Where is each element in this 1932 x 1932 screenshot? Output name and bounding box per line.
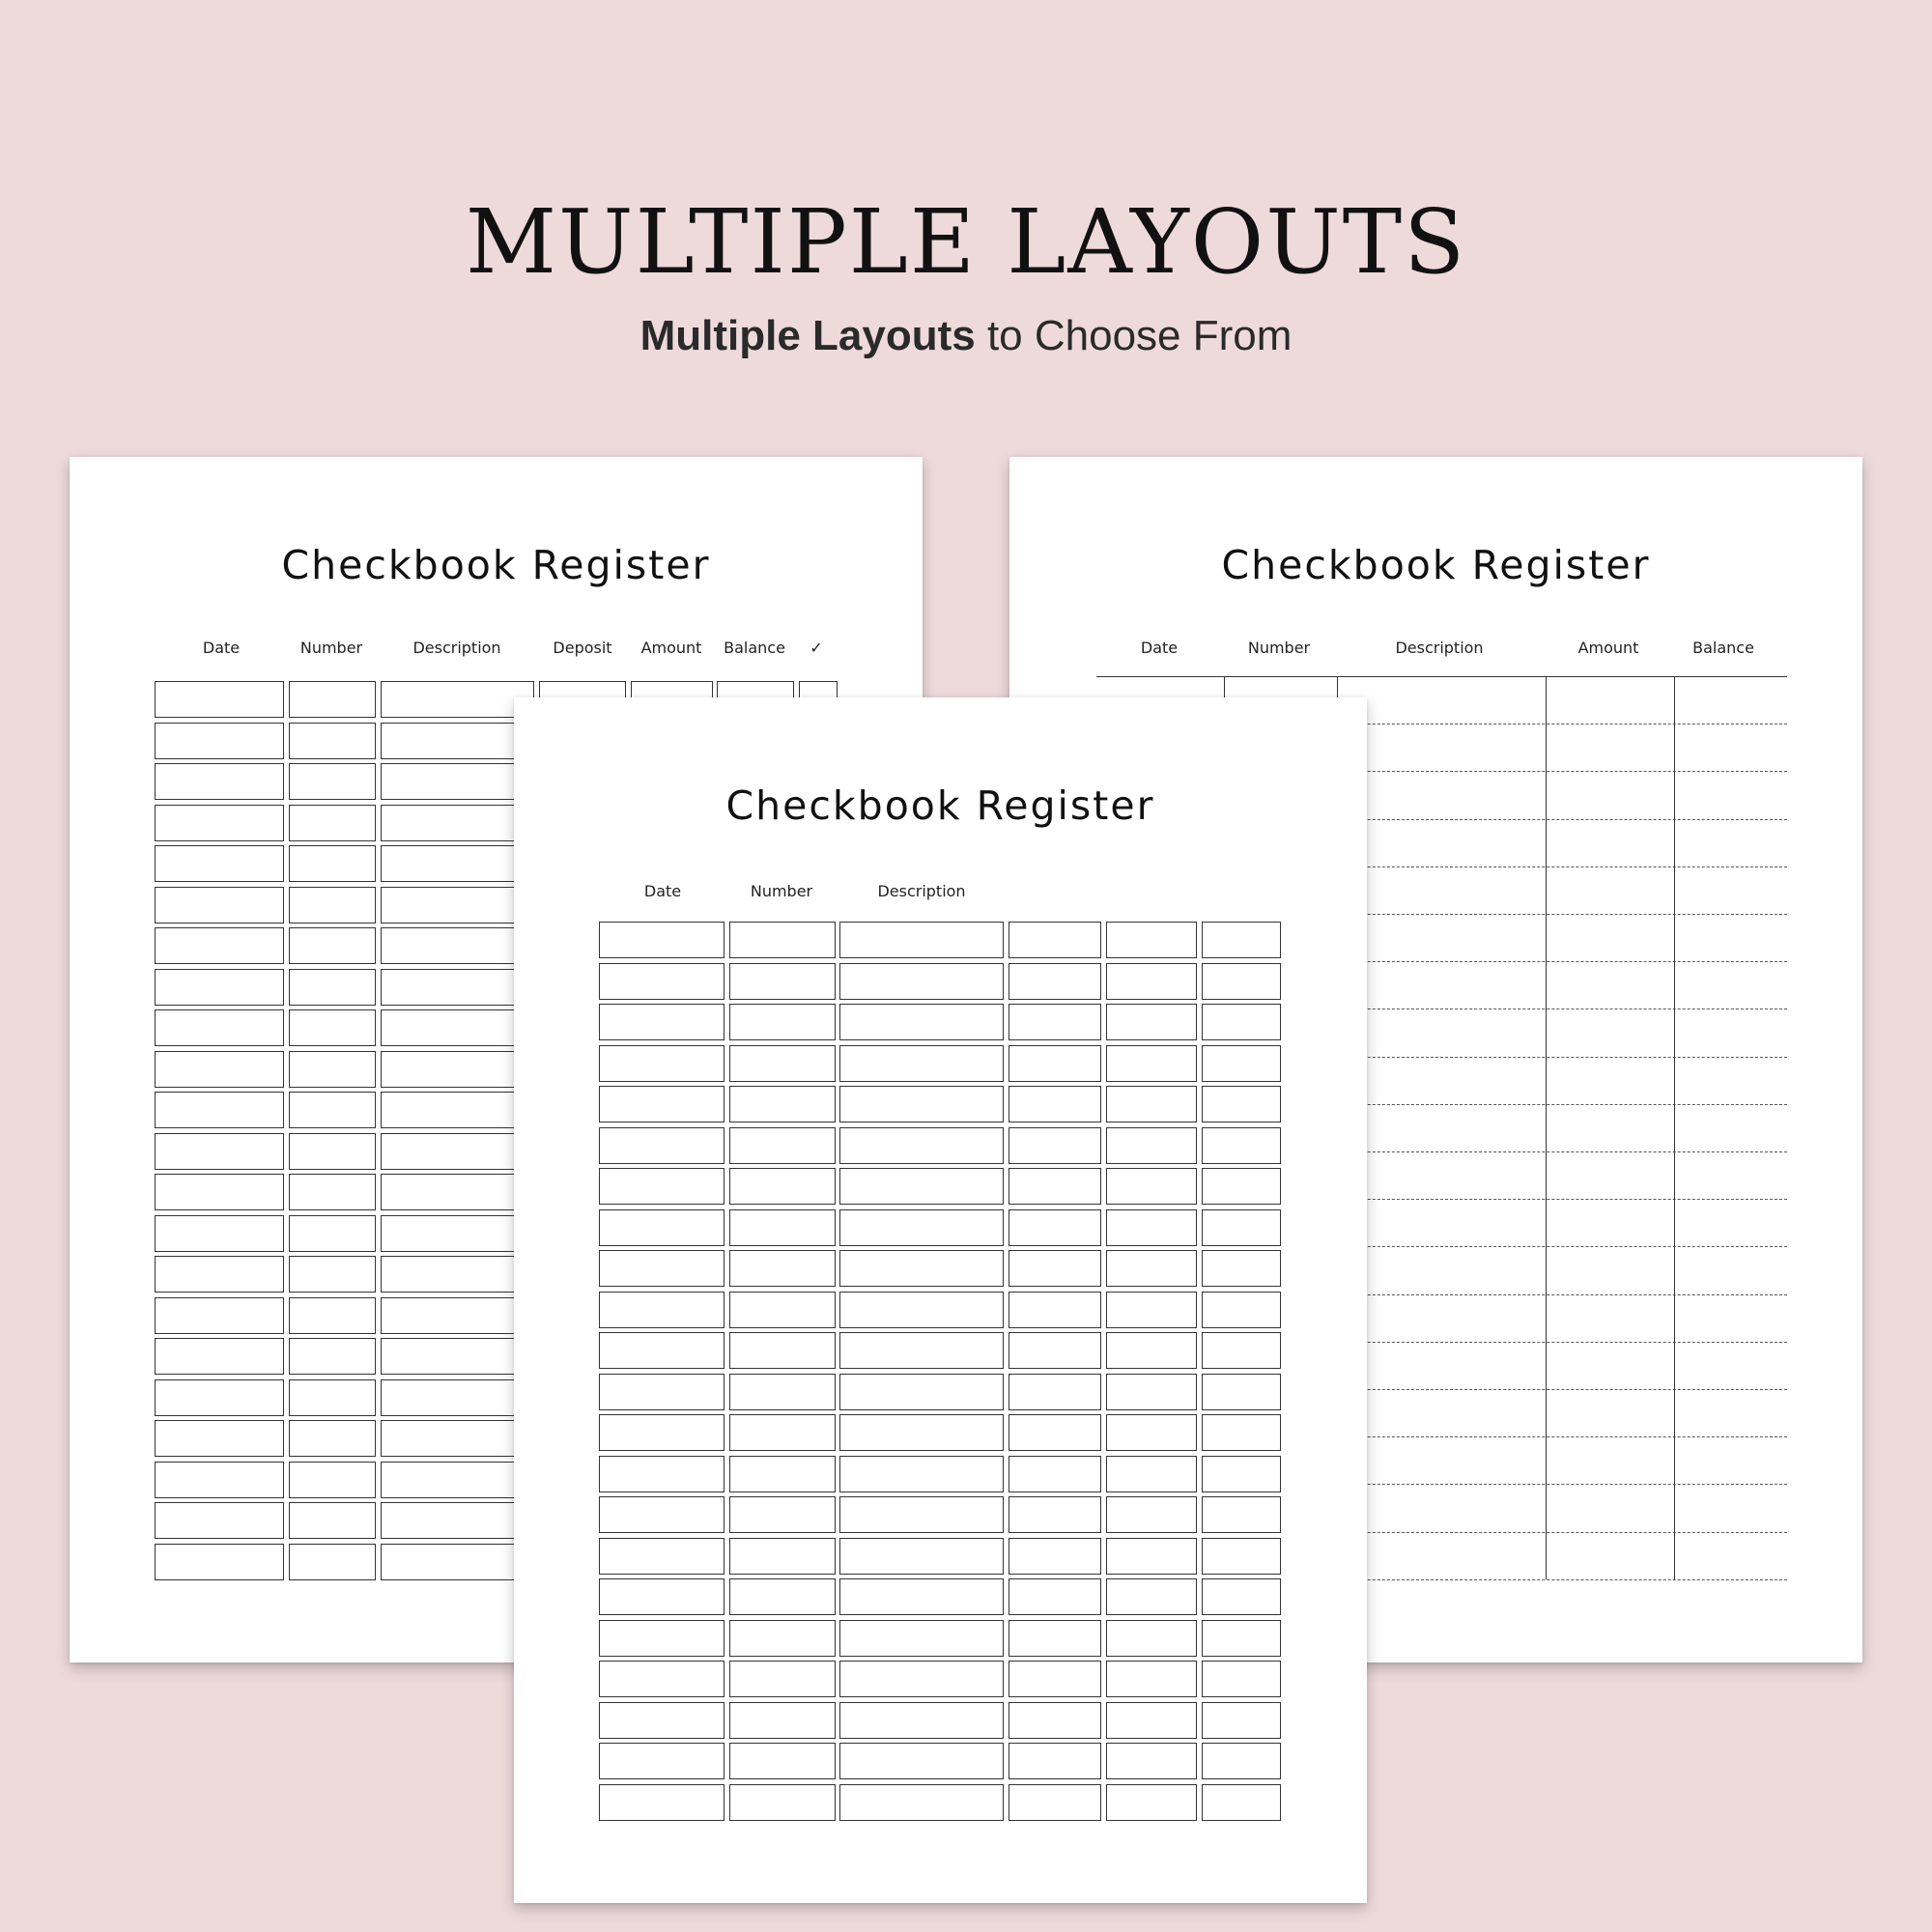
entry-cell[interactable] [839, 1538, 1004, 1575]
entry-cell[interactable] [155, 1338, 284, 1375]
entry-cell[interactable] [1106, 1784, 1197, 1821]
entry-cell[interactable] [839, 1209, 1004, 1246]
entry-cell[interactable] [381, 1215, 534, 1252]
entry-cell[interactable] [1009, 1127, 1101, 1164]
entry-cell[interactable] [1009, 1086, 1101, 1122]
entry-cell[interactable] [1106, 1702, 1197, 1739]
entry-cell[interactable] [599, 1743, 724, 1779]
entry-cell[interactable] [1202, 922, 1281, 958]
entry-cell[interactable] [155, 1133, 284, 1170]
entry-cell[interactable] [289, 1502, 376, 1539]
entry-cell[interactable] [155, 723, 284, 759]
entry-cell[interactable] [839, 1784, 1004, 1821]
entry-cell[interactable] [1009, 1292, 1101, 1328]
entry-cell[interactable] [381, 805, 534, 841]
entry-cell[interactable] [381, 763, 534, 800]
entry-cell[interactable] [1106, 1168, 1197, 1205]
entry-cell[interactable] [381, 969, 534, 1006]
entry-cell[interactable] [1009, 1538, 1101, 1575]
entry-cell[interactable] [289, 681, 376, 718]
entry-cell[interactable] [1009, 1004, 1101, 1040]
entry-cell[interactable] [1202, 1250, 1281, 1287]
entry-cell[interactable] [599, 1209, 724, 1246]
entry-cell[interactable] [289, 1092, 376, 1128]
entry-cell[interactable] [381, 1092, 534, 1128]
entry-cell[interactable] [1009, 963, 1101, 1000]
entry-cell[interactable] [155, 805, 284, 841]
entry-cell[interactable] [289, 1544, 376, 1580]
column-header-amount: Amount [1577, 639, 1639, 657]
entry-cell[interactable] [1009, 1209, 1101, 1246]
column-header-balance: Balance [724, 639, 785, 657]
entry-cell[interactable] [1009, 1414, 1101, 1451]
entry-cell[interactable] [1106, 1332, 1197, 1369]
entry-cell[interactable] [1106, 1538, 1197, 1575]
entry-cell[interactable] [1202, 1332, 1281, 1369]
entry-cell[interactable] [599, 1578, 724, 1615]
column-header-date: Date [202, 639, 241, 657]
entry-cell[interactable] [1106, 1209, 1197, 1246]
entry-cell[interactable] [839, 1292, 1004, 1328]
column-rule [1546, 676, 1547, 1579]
entry-cell[interactable] [289, 927, 376, 964]
entry-cell[interactable] [1202, 1743, 1281, 1779]
entry-cell[interactable] [1009, 922, 1101, 958]
entry-cell[interactable] [1202, 1086, 1281, 1122]
entry-cell[interactable] [1106, 1456, 1197, 1492]
subtitle-rest-text: to Choose From [975, 312, 1293, 359]
entry-cell[interactable] [155, 1215, 284, 1252]
entry-cell[interactable] [155, 681, 284, 718]
entry-cell[interactable] [729, 1086, 836, 1122]
entry-cell[interactable] [155, 1174, 284, 1210]
entry-cell[interactable] [381, 1256, 534, 1293]
entry-cell[interactable] [381, 1009, 534, 1046]
entry-cell[interactable] [381, 1379, 534, 1416]
entry-cell[interactable] [599, 1620, 724, 1657]
entry-cell[interactable] [289, 1297, 376, 1334]
entry-cell[interactable] [729, 1784, 836, 1821]
entry-cell[interactable] [1106, 1414, 1197, 1451]
entry-cell[interactable] [729, 963, 836, 1000]
entry-cell[interactable] [289, 1420, 376, 1457]
entry-cell[interactable] [729, 1620, 836, 1657]
entry-cell[interactable] [289, 1256, 376, 1293]
entry-cell[interactable] [839, 1004, 1004, 1040]
entry-cell[interactable] [1202, 1784, 1281, 1821]
entry-cell[interactable] [289, 969, 376, 1006]
entry-cell[interactable] [839, 1496, 1004, 1533]
entry-cell[interactable] [1009, 1496, 1101, 1533]
entry-cell[interactable] [1202, 1661, 1281, 1697]
entry-cell[interactable] [289, 1133, 376, 1170]
entry-cell[interactable] [729, 1578, 836, 1615]
column-header-date: Date [1140, 639, 1179, 657]
column-header-date: Date [643, 882, 682, 900]
entry-cell[interactable] [1202, 1496, 1281, 1533]
entry-cell[interactable] [1106, 1496, 1197, 1533]
entry-cell[interactable] [289, 1379, 376, 1416]
entry-cell[interactable] [729, 1332, 836, 1369]
entry-cell[interactable] [1106, 1292, 1197, 1328]
entry-cell[interactable] [729, 1743, 836, 1779]
entry-cell[interactable] [155, 763, 284, 800]
entry-cell[interactable] [1106, 1374, 1197, 1410]
column-header-description: Description [412, 639, 501, 657]
entry-cell[interactable] [599, 1168, 724, 1205]
entry-cell[interactable] [155, 1297, 284, 1334]
entry-cell[interactable] [599, 1045, 724, 1082]
entry-cell[interactable] [1009, 1374, 1101, 1410]
entry-cell[interactable] [381, 845, 534, 882]
entry-cell[interactable] [155, 1544, 284, 1580]
entry-cell[interactable] [381, 1544, 534, 1580]
entry-cell[interactable] [599, 1250, 724, 1287]
entry-cell[interactable] [1202, 1414, 1281, 1451]
entry-cell[interactable] [599, 1784, 724, 1821]
entry-cell[interactable] [381, 1338, 534, 1375]
entry-cell[interactable] [1106, 1127, 1197, 1164]
entry-cell[interactable] [839, 1578, 1004, 1615]
entry-cell[interactable] [155, 1051, 284, 1088]
entry-cell[interactable] [599, 1086, 724, 1122]
entry-cell[interactable] [1106, 1086, 1197, 1122]
column-header-number: Number [299, 639, 363, 657]
entry-cell[interactable] [289, 805, 376, 841]
entry-cell[interactable] [599, 1127, 724, 1164]
column-rule [1674, 676, 1675, 1579]
entry-cell[interactable] [1202, 1538, 1281, 1575]
entry-cell[interactable] [729, 1702, 836, 1739]
entry-cell[interactable] [729, 1374, 836, 1410]
entry-cell[interactable] [839, 1414, 1004, 1451]
entry-cell[interactable] [599, 1292, 724, 1328]
entry-cell[interactable] [1009, 1784, 1101, 1821]
entry-cell[interactable] [1106, 963, 1197, 1000]
entry-cell[interactable] [155, 969, 284, 1006]
entry-cell[interactable] [729, 1004, 836, 1040]
column-header-number: Number [750, 882, 813, 900]
entry-cell[interactable] [1202, 1374, 1281, 1410]
entry-cell[interactable] [599, 1374, 724, 1410]
entry-cell[interactable] [155, 1420, 284, 1457]
entry-cell[interactable] [839, 1702, 1004, 1739]
column-header-number: Number [1247, 639, 1311, 657]
entry-cell[interactable] [839, 963, 1004, 1000]
subtitle-bold-text: Multiple Layouts [639, 312, 976, 359]
entry-cell[interactable] [1106, 1743, 1197, 1779]
entry-cell[interactable] [1009, 1332, 1101, 1369]
entry-cell[interactable] [1009, 1702, 1101, 1739]
column-header-check: ✓ [810, 639, 823, 657]
header-rule [1096, 676, 1787, 677]
entry-cell[interactable] [599, 1702, 724, 1739]
entry-cell[interactable] [289, 887, 376, 923]
entry-cell[interactable] [839, 1456, 1004, 1492]
entry-cell[interactable] [839, 1332, 1004, 1369]
entry-cell[interactable] [155, 1256, 284, 1293]
sheet-boxed-six-column [514, 697, 1367, 1903]
entry-cell[interactable] [599, 1332, 724, 1369]
entry-cell[interactable] [381, 1051, 534, 1088]
entry-cell[interactable] [1009, 1250, 1101, 1287]
entry-cell[interactable] [155, 1092, 284, 1128]
entry-cell[interactable] [599, 963, 724, 1000]
entry-cell[interactable] [289, 1009, 376, 1046]
entry-cell[interactable] [155, 887, 284, 923]
entry-cell[interactable] [1009, 1620, 1101, 1657]
entry-cell[interactable] [381, 681, 534, 718]
entry-cell[interactable] [729, 1496, 836, 1533]
entry-cell[interactable] [1009, 1168, 1101, 1205]
entry-cell[interactable] [381, 1420, 534, 1457]
column-header-description: Description [877, 882, 966, 900]
entry-cell[interactable] [599, 1661, 724, 1697]
entry-cell[interactable] [839, 1374, 1004, 1410]
entry-cell[interactable] [155, 927, 284, 964]
entry-cell[interactable] [839, 1743, 1004, 1779]
entry-cell[interactable] [1202, 1168, 1281, 1205]
column-header-deposit: Deposit [553, 639, 612, 657]
entry-cell[interactable] [729, 1661, 836, 1697]
entry-cell[interactable] [289, 1215, 376, 1252]
column-header-description: Description [1395, 639, 1484, 657]
entry-cell[interactable] [729, 1538, 836, 1575]
entry-cell[interactable] [381, 887, 534, 923]
entry-cell[interactable] [289, 763, 376, 800]
entry-cell[interactable] [1106, 1004, 1197, 1040]
entry-cell[interactable] [289, 1174, 376, 1210]
entry-cell[interactable] [729, 1168, 836, 1205]
entry-cell[interactable] [155, 845, 284, 882]
entry-cell[interactable] [599, 1004, 724, 1040]
entry-cell[interactable] [381, 927, 534, 964]
entry-cell[interactable] [289, 723, 376, 759]
entry-cell[interactable] [1202, 1456, 1281, 1492]
entry-cell[interactable] [155, 1009, 284, 1046]
entry-cell[interactable] [1106, 1045, 1197, 1082]
entry-cell[interactable] [1009, 1456, 1101, 1492]
entry-cell[interactable] [839, 1045, 1004, 1082]
sheet-title: Checkbook Register [725, 782, 1155, 829]
entry-cell[interactable] [1202, 1209, 1281, 1246]
entry-cell[interactable] [1202, 1620, 1281, 1657]
entry-cell[interactable] [729, 1292, 836, 1328]
entry-cell[interactable] [289, 1338, 376, 1375]
entry-cell[interactable] [839, 1168, 1004, 1205]
entry-cell[interactable] [729, 1045, 836, 1082]
entry-cell[interactable] [289, 845, 376, 882]
entry-cell[interactable] [839, 1086, 1004, 1122]
entry-cell[interactable] [1202, 1004, 1281, 1040]
entry-cell[interactable] [599, 922, 724, 958]
entry-cell[interactable] [1106, 922, 1197, 958]
entry-cell[interactable] [1202, 1292, 1281, 1328]
page-title: MULTIPLE LAYOUTS [465, 190, 1467, 294]
entry-cell[interactable] [155, 1462, 284, 1498]
entry-cell[interactable] [381, 1174, 534, 1210]
column-header-amount: Amount [640, 639, 702, 657]
entry-cell[interactable] [599, 1456, 724, 1492]
entry-cell[interactable] [839, 1127, 1004, 1164]
sheet-title: Checkbook Register [1221, 542, 1651, 588]
entry-cell[interactable] [599, 1496, 724, 1533]
entry-cell[interactable] [1202, 1578, 1281, 1615]
entry-cell[interactable] [1009, 1578, 1101, 1615]
entry-cell[interactable] [1202, 1702, 1281, 1739]
entry-cell[interactable] [289, 1462, 376, 1498]
entry-cell[interactable] [155, 1502, 284, 1539]
entry-cell[interactable] [1106, 1620, 1197, 1657]
entry-cell[interactable] [381, 1297, 534, 1334]
page-subtitle [0, 312, 1932, 359]
entry-cell[interactable] [599, 1414, 724, 1451]
entry-cell[interactable] [1202, 963, 1281, 1000]
entry-cell[interactable] [381, 1133, 534, 1170]
entry-cell[interactable] [381, 723, 534, 759]
entry-cell[interactable] [1009, 1661, 1101, 1697]
entry-cell[interactable] [155, 1379, 284, 1416]
entry-cell[interactable] [1106, 1578, 1197, 1615]
entry-cell[interactable] [729, 1250, 836, 1287]
entry-cell[interactable] [839, 1661, 1004, 1697]
entry-cell[interactable] [289, 1051, 376, 1088]
entry-cell[interactable] [1106, 1250, 1197, 1287]
entry-cell[interactable] [1009, 1045, 1101, 1082]
entry-cell[interactable] [1202, 1127, 1281, 1164]
entry-cell[interactable] [839, 1620, 1004, 1657]
entry-cell[interactable] [1106, 1661, 1197, 1697]
entry-cell[interactable] [381, 1462, 534, 1498]
entry-cell[interactable] [1009, 1743, 1101, 1779]
entry-cell[interactable] [1202, 1045, 1281, 1082]
column-header-balance: Balance [1692, 639, 1754, 657]
sheet-title: Checkbook Register [281, 542, 711, 588]
entry-cell[interactable] [839, 1250, 1004, 1287]
entry-cell[interactable] [381, 1502, 534, 1539]
entry-cell[interactable] [729, 1127, 836, 1164]
entry-cell[interactable] [839, 922, 1004, 958]
entry-cell[interactable] [729, 1456, 836, 1492]
entry-cell[interactable] [729, 1209, 836, 1246]
entry-cell[interactable] [599, 1538, 724, 1575]
entry-cell[interactable] [729, 922, 836, 958]
entry-cell[interactable] [729, 1414, 836, 1451]
